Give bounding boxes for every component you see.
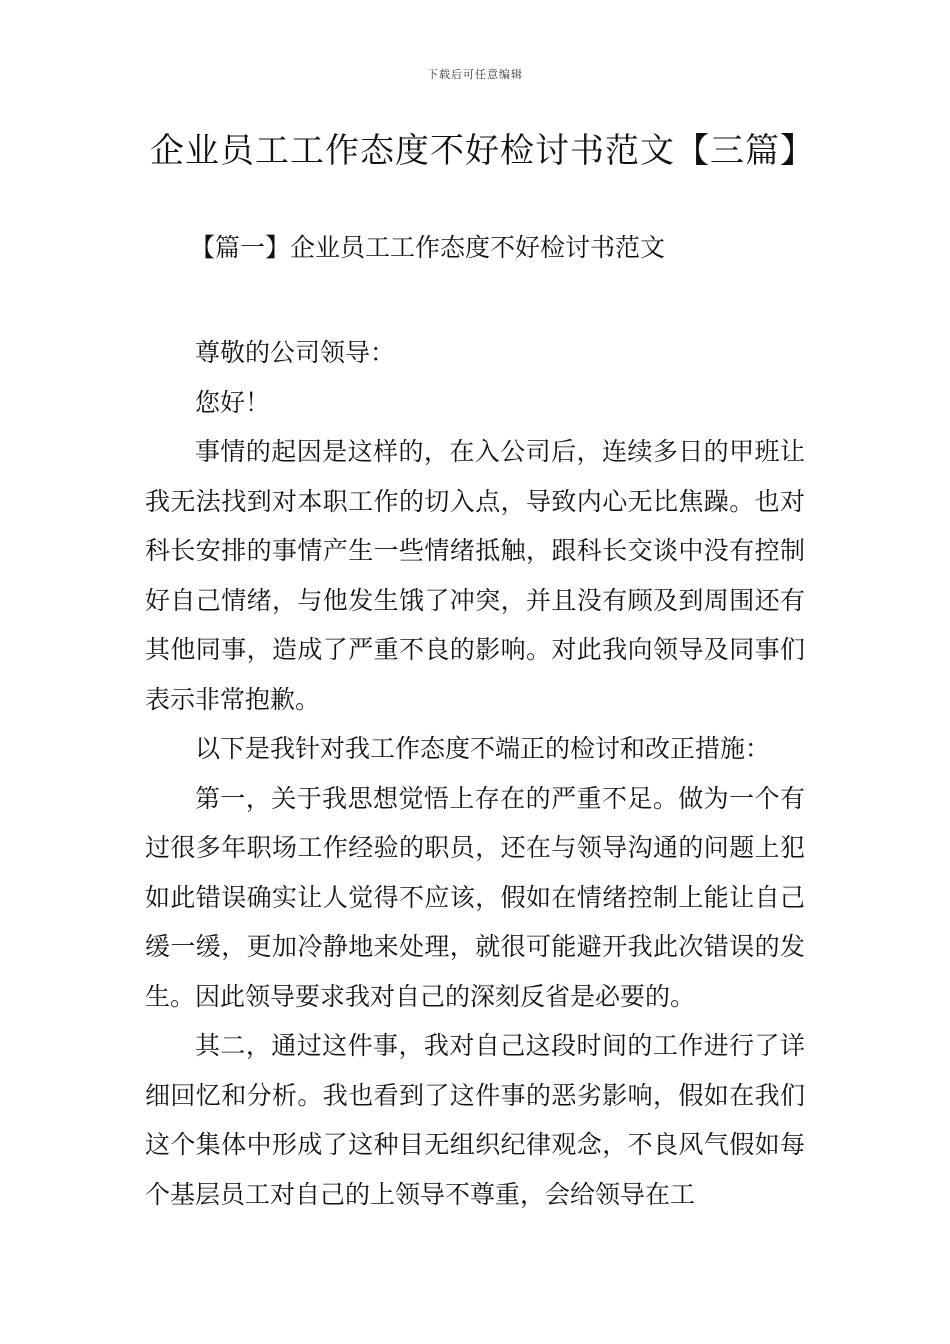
document-body xyxy=(145,328,805,1219)
document-title: 企业员工工作态度不好检讨书范文【三篇】 xyxy=(150,131,815,171)
body-paragraph: 以下是我针对我工作态度不端正的检讨和改正措施： xyxy=(195,734,771,763)
salutation: 尊敬的公司领导： xyxy=(195,338,396,367)
section-heading: 【篇一】企业员工工作态度不好检讨书范文 xyxy=(190,233,666,262)
body-paragraph: 其二，通过这件事，我对自己这段时间的工作进行了详细回忆和分析。我也看到了这件事的恶劣影响，假如在我们这个集体中形成了这种目无组织纪律观念，不良风气假如每个基层员工对自己的上领导不尊重，会给领导在工 xyxy=(145,1031,805,1209)
greeting: 您好！ xyxy=(195,387,271,417)
page-header-note: 下载后可任意编辑 xyxy=(427,68,523,81)
body-paragraph: 事情的起因是这样的，在入公司后，连续多日的甲班让我无法找到对本职工作的切入点，导致内心无比焦躁。也对科长安排的事情产生一些情绪抵触，跟科长交谈中没有控制好自己情绪，与他发生饿了冲突，并且没有顾及到周围还有其他同事，造成了严重不良的影响。对此我向领导及同事们表示非常抱歉。 xyxy=(145,437,805,714)
body-paragraph: 第一，关于我思想觉悟上存在的严重不足。做为一个有过很多年职场工作经验的职员，还在与领导沟通的问题上犯如此错误确实让人觉得不应该，假如在情绪控制上能让自己缓一缓，更加冷静地来处理，就很可能避开我此次错误的发生。因此领导要求我对自己的深刻反省是必要的。 xyxy=(145,783,805,1011)
